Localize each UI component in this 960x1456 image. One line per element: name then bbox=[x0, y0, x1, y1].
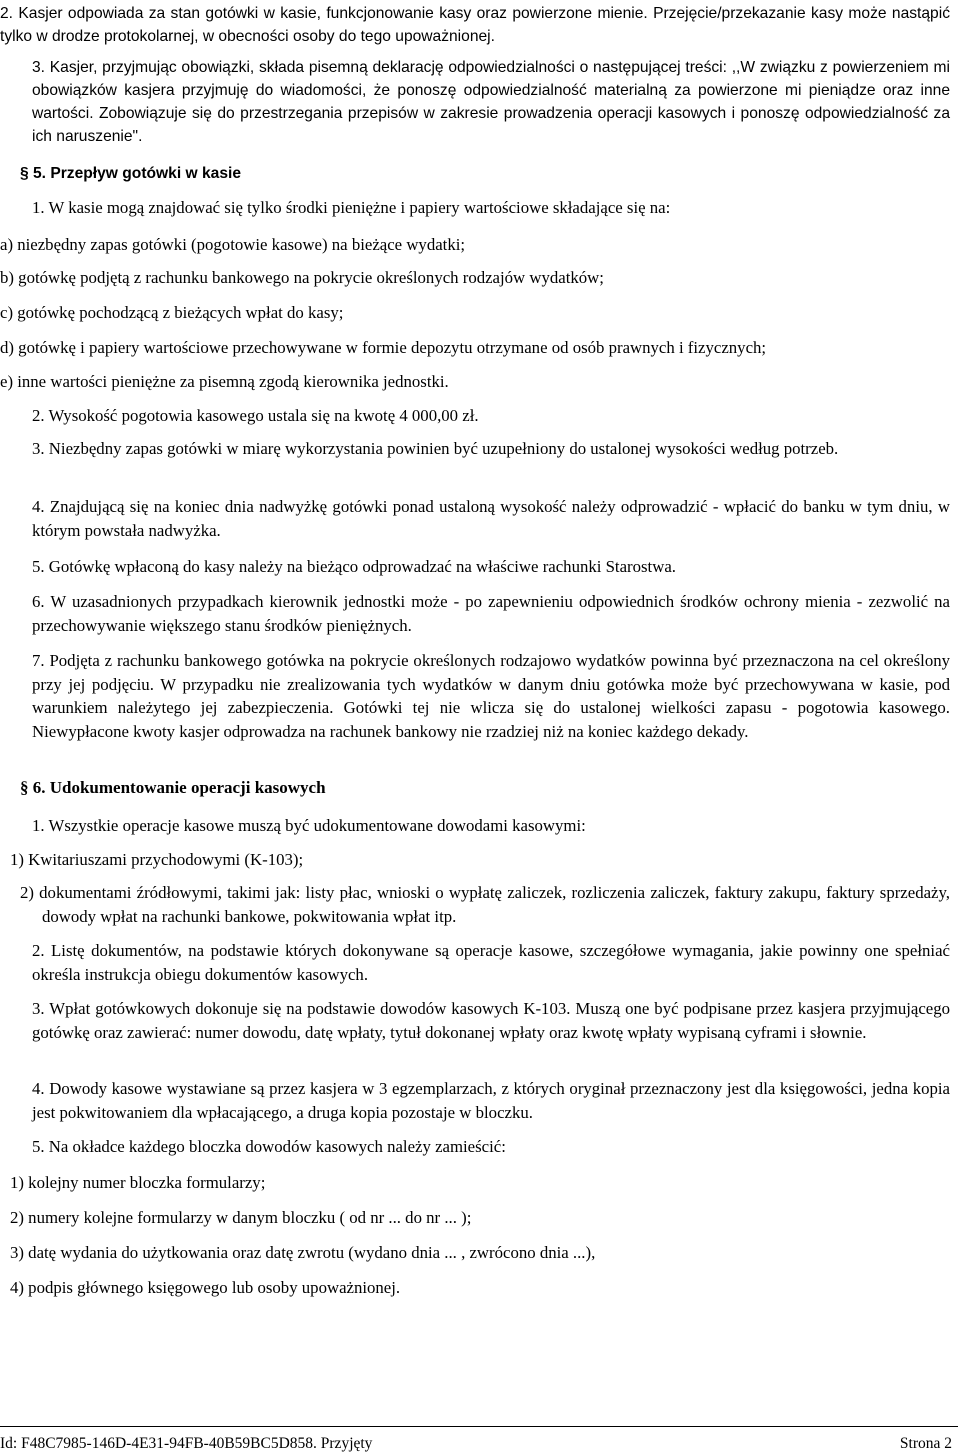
paragraph-5-4: 4. Znajdującą się na koniec dnia nadwyżkę gotówki ponad ustaloną wysokość należy odprowadzić - wpłacić do banku w tym dniu, w którym powstała nadwyżka. bbox=[32, 497, 950, 540]
paragraph-6-2: 2. Listę dokumentów, na podstawie których dokonywane są operacje kasowe, szczegółowe wymagania, jakie powinny one spełniać określa instrukcja obiegu dokumentów kasowych. bbox=[32, 941, 950, 984]
cover-item-1: 1) kolejny numer bloczka formularzy; bbox=[10, 1173, 266, 1192]
section-6-heading: § 6. Udokumentowanie operacji kasowych bbox=[20, 778, 326, 797]
list-item-5d: d) gotówkę i papiery wartościowe przechowywane w formie depozytu otrzymane od osób prawnych i fizycznych; bbox=[0, 338, 767, 357]
footer-document-id: Id: F48C7985-146D-4E31-94FB-40B59BC5D858. Przyjęty bbox=[0, 1435, 373, 1452]
paragraph-4-3: 3. Kasjer, przyjmując obowiązki, składa pisemną deklarację odpowiedzialności o następującej treści: ,,W związku z powierzeniem mi obowiązków kasjera przyjmuję do wiadomości, że ponoszę odpowiedzialność materialną za powierzone mi pieniądze oraz inne wartości. Zobowiązuje się do przestrzegania przepisów w zakresie prowadzenia operacji kasowych i ponoszę odpowiedzialność za ich naruszenie". bbox=[32, 59, 950, 145]
paragraph-5-5: 5. Gotówkę wpłaconą do kasy należy na bieżąco odprowadzać na właściwe rachunki Starostwa. bbox=[32, 557, 676, 576]
paragraph-6-3: 3. Wpłat gotówkowych dokonuje się na podstawie dowodów kasowych K-103. Muszą one być podpisane przez kasjera przyjmującego gotówkę oraz zawierać: numer dowodu, datę wpłaty, tytuł dokonanej wpłaty oraz kwotę wpłaty wypisaną cyframi i słownie. bbox=[32, 999, 950, 1042]
paragraph-4-2: 2. Kasjer odpowiada za stan gotówki w kasie, funkcjonowanie kasy oraz powierzone mienie. Przejęcie/przekazanie kasy może nastąpić tylko w drodze protokolarnej, w obecności osoby do tego upoważnionej. bbox=[0, 5, 950, 45]
paragraph-5-7: 7. Podjęta z rachunku bankowego gotówka na pokrycie określonych rodzajowo wydatków powinna być przeznaczona na cel określony przy jej podjęciu. W przypadku nie zrealizowania tych wydatków w danym dniu gotówka może być przechowywana w kasie, pod warunkiem należytego jej zabezpieczenia. Gotówki tej nie wlicza się do ustalonej wielkości zapasu - pogotowia kasowego. Niewypłacone kwoty kasjer odprowadza na rachunek bankowy nie rzadziej niż na koniec każdego dekady. bbox=[32, 651, 950, 741]
paragraph-5-2: 2. Wysokość pogotowia kasowego ustala się na kwotę 4 000,00 zł. bbox=[32, 406, 479, 425]
cover-item-2: 2) numery kolejne formularzy w danym bloczku ( od nr ... do nr ... ); bbox=[10, 1208, 472, 1227]
paragraph-6-1: 1. Wszystkie operacje kasowe muszą być udokumentowane dowodami kasowymi: bbox=[32, 816, 586, 835]
doc-item-2: 2) dokumentami źródłowymi, takimi jak: listy płac, wnioski o wypłatę zaliczek, rozliczenia zaliczek, faktury zakupu, faktury sprzedaży, dowody wpłat na rachunki bankowe, pokwitowania wpłat itp. bbox=[20, 883, 950, 926]
paragraph-6-5: 5. Na okładce każdego bloczka dowodów kasowych należy zamieścić: bbox=[32, 1137, 506, 1156]
paragraph-5-3: 3. Niezbędny zapas gotówki w miarę wykorzystania powinien być uzupełniony do ustalonej wysokości według potrzeb. bbox=[32, 439, 839, 458]
list-item-5a: a) niezbędny zapas gotówki (pogotowie kasowe) na bieżące wydatki; bbox=[0, 235, 466, 254]
cover-item-4: 4) podpis głównego księgowego lub osoby upoważnionej. bbox=[10, 1278, 401, 1297]
footer-divider bbox=[0, 1426, 958, 1427]
section-5-heading: § 5. Przepływ gotówki w kasie bbox=[20, 165, 241, 182]
list-item-5c: c) gotówkę pochodzącą z bieżących wpłat do kasy; bbox=[0, 303, 344, 322]
footer-page-number: Strona 2 bbox=[899, 1435, 952, 1452]
list-item-5e: e) inne wartości pieniężne za pisemną zgodą kierownika jednostki. bbox=[0, 372, 449, 391]
paragraph-5-1: 1. W kasie mogą znajdować się tylko środki pieniężne i papiery wartościowe składające się na: bbox=[32, 198, 671, 217]
cover-item-3: 3) datę wydania do użytkowania oraz datę zwrotu (wydano dnia ... , zwrócono dnia ...), bbox=[10, 1243, 596, 1262]
doc-item-1: 1) Kwitariuszami przychodowymi (K-103); bbox=[10, 850, 304, 869]
paragraph-6-4: 4. Dowody kasowe wystawiane są przez kasjera w 3 egzemplarzach, z których oryginał przeznaczony jest dla księgowości, jedna kopia jest pokwitowaniem dla wpłacającego, a druga kopia pozostaje w bloczku. bbox=[32, 1079, 950, 1122]
list-item-5b: b) gotówkę podjętą z rachunku bankowego na pokrycie określonych rodzajów wydatków; bbox=[0, 268, 604, 287]
paragraph-5-6: 6. W uzasadnionych przypadkach kierownik jednostki może - po zapewnieniu odpowiednich środków ochrony mienia - zezwolić na przechowywanie większego stanu środków pieniężnych. bbox=[32, 592, 950, 635]
